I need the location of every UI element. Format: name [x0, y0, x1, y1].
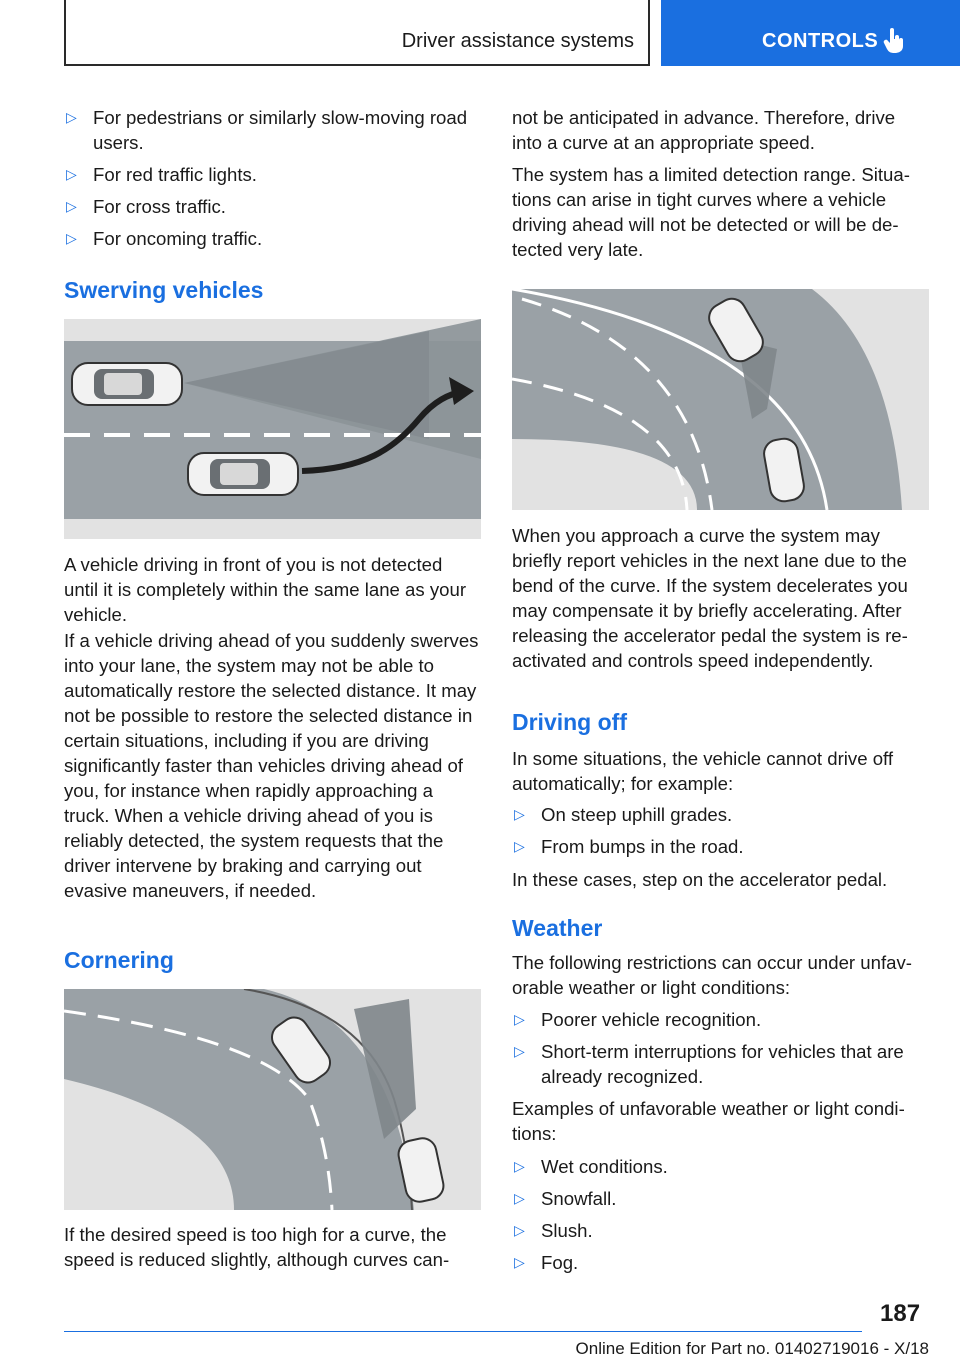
cornering-paragraph-cont: not be anticipated in advance. Therefore, drive into a curve at an appropriate speed. — [512, 107, 896, 153]
bullet-triangle-icon: ▷ — [514, 1158, 525, 1174]
bullet-triangle-icon: ▷ — [514, 1011, 525, 1027]
list-item: ▷ On steep uphill grades. — [514, 804, 733, 825]
section-tab — [64, 0, 650, 66]
list-item: ▷ Wet conditions. — [514, 1156, 668, 1177]
car-own — [188, 453, 298, 495]
cornering-paragraph-1: If the desired speed is too high for a curve, the speed is reduced slightly, although curves can- — [64, 1224, 450, 1270]
swerving-paragraph-1: A vehicle driving in front of you is not detected until it is completely within the same lane as your vehicle. — [64, 554, 467, 625]
page-header — [0, 0, 960, 66]
bullet-triangle-icon: ▷ — [514, 1222, 525, 1238]
bullet-triangle-icon: ▷ — [66, 166, 77, 182]
figure-cornering — [64, 989, 481, 1210]
heading-driving-off: Driving off — [512, 709, 627, 735]
chapter-tab — [661, 0, 960, 66]
list-item: ▷ Poorer vehicle recognition. — [514, 1009, 762, 1030]
driving-off-after: In these cases, step on the accelerator pedal. — [512, 869, 888, 890]
bullet-triangle-icon: ▷ — [514, 806, 525, 822]
pointing-hand-icon — [883, 28, 905, 54]
swerving-paragraph-2: If a vehicle driving ahead of you suddenly swerves into your lane, the system may not be able to automatically restore the selected distance. It may not be possible to restore the selected distance in certain situations, including if you are driving significantly faster than vehicles driving ahead of you, for instance when rapidly approaching a truck. When a vehicle driving ahead of you is reliably detected, the system requests that the driver intervene by braking and carrying out evasive maneuvers, if needed. — [64, 630, 479, 901]
list-item: ▷ For cross traffic. — [66, 196, 226, 217]
list-item: ▷ For oncoming traffic. — [66, 228, 263, 249]
list-item: ▷ Snowfall. — [514, 1188, 617, 1209]
figure-curve-detection — [512, 289, 929, 510]
bullet-triangle-icon: ▷ — [66, 109, 77, 125]
detection-range-paragraph: The system has a limited detection range. Situations can arise in tight curves where a vehicle driving ahead will not be detected or will be detected very late. — [512, 164, 910, 260]
list-item: ▷ From bumps in the road. — [514, 836, 744, 857]
curve-paragraph: When you approach a curve the system may briefly report vehicles in the next lane due to the bend of the curve. If the system decelerates you may compensate it by briefly accelerating. After releasing the accelerator pedal the system is reactivated and controls speed independently. — [512, 525, 908, 671]
car-ahead — [72, 363, 182, 405]
heading-weather: Weather — [512, 915, 603, 941]
driving-off-paragraph: In some situations, the vehicle cannot drive off automatically; for example: — [512, 748, 894, 794]
edition-note: Online Edition for Part no. 01402719016 - X/18 — [575, 1339, 929, 1358]
bullet-triangle-icon: ▷ — [514, 1043, 525, 1059]
list-item: ▷ Fog. — [514, 1252, 579, 1273]
figure-swerving-vehicles — [64, 319, 481, 539]
bullet-triangle-icon: ▷ — [66, 198, 77, 214]
weather-examples-paragraph: Examples of unfavorable weather or light conditions: — [512, 1098, 905, 1144]
list-item: ▷ For red traffic lights. — [66, 164, 257, 185]
bullet-triangle-icon: ▷ — [66, 230, 77, 246]
page-number: 187 — [880, 1300, 921, 1327]
footer-divider — [64, 1331, 862, 1332]
bullet-triangle-icon: ▷ — [514, 838, 525, 854]
list-item: ▷ Short-term interruptions for vehicles that are already recognized. — [514, 1041, 904, 1087]
list-item: ▷ Slush. — [514, 1220, 593, 1241]
chapter-title: CONTROLS — [762, 30, 879, 52]
heading-cornering: Cornering — [64, 947, 174, 973]
list-item: ▷ For pedestrians or similarly slow-moving road users. — [66, 107, 468, 153]
heading-swerving-vehicles: Swerving vehicles — [64, 277, 264, 303]
bullet-triangle-icon: ▷ — [514, 1254, 525, 1270]
section-title: Driver assistance systems — [401, 30, 634, 52]
bullet-triangle-icon: ▷ — [514, 1190, 525, 1206]
weather-paragraph: The following restrictions can occur under unfavorable weather or light conditions: — [512, 952, 912, 998]
